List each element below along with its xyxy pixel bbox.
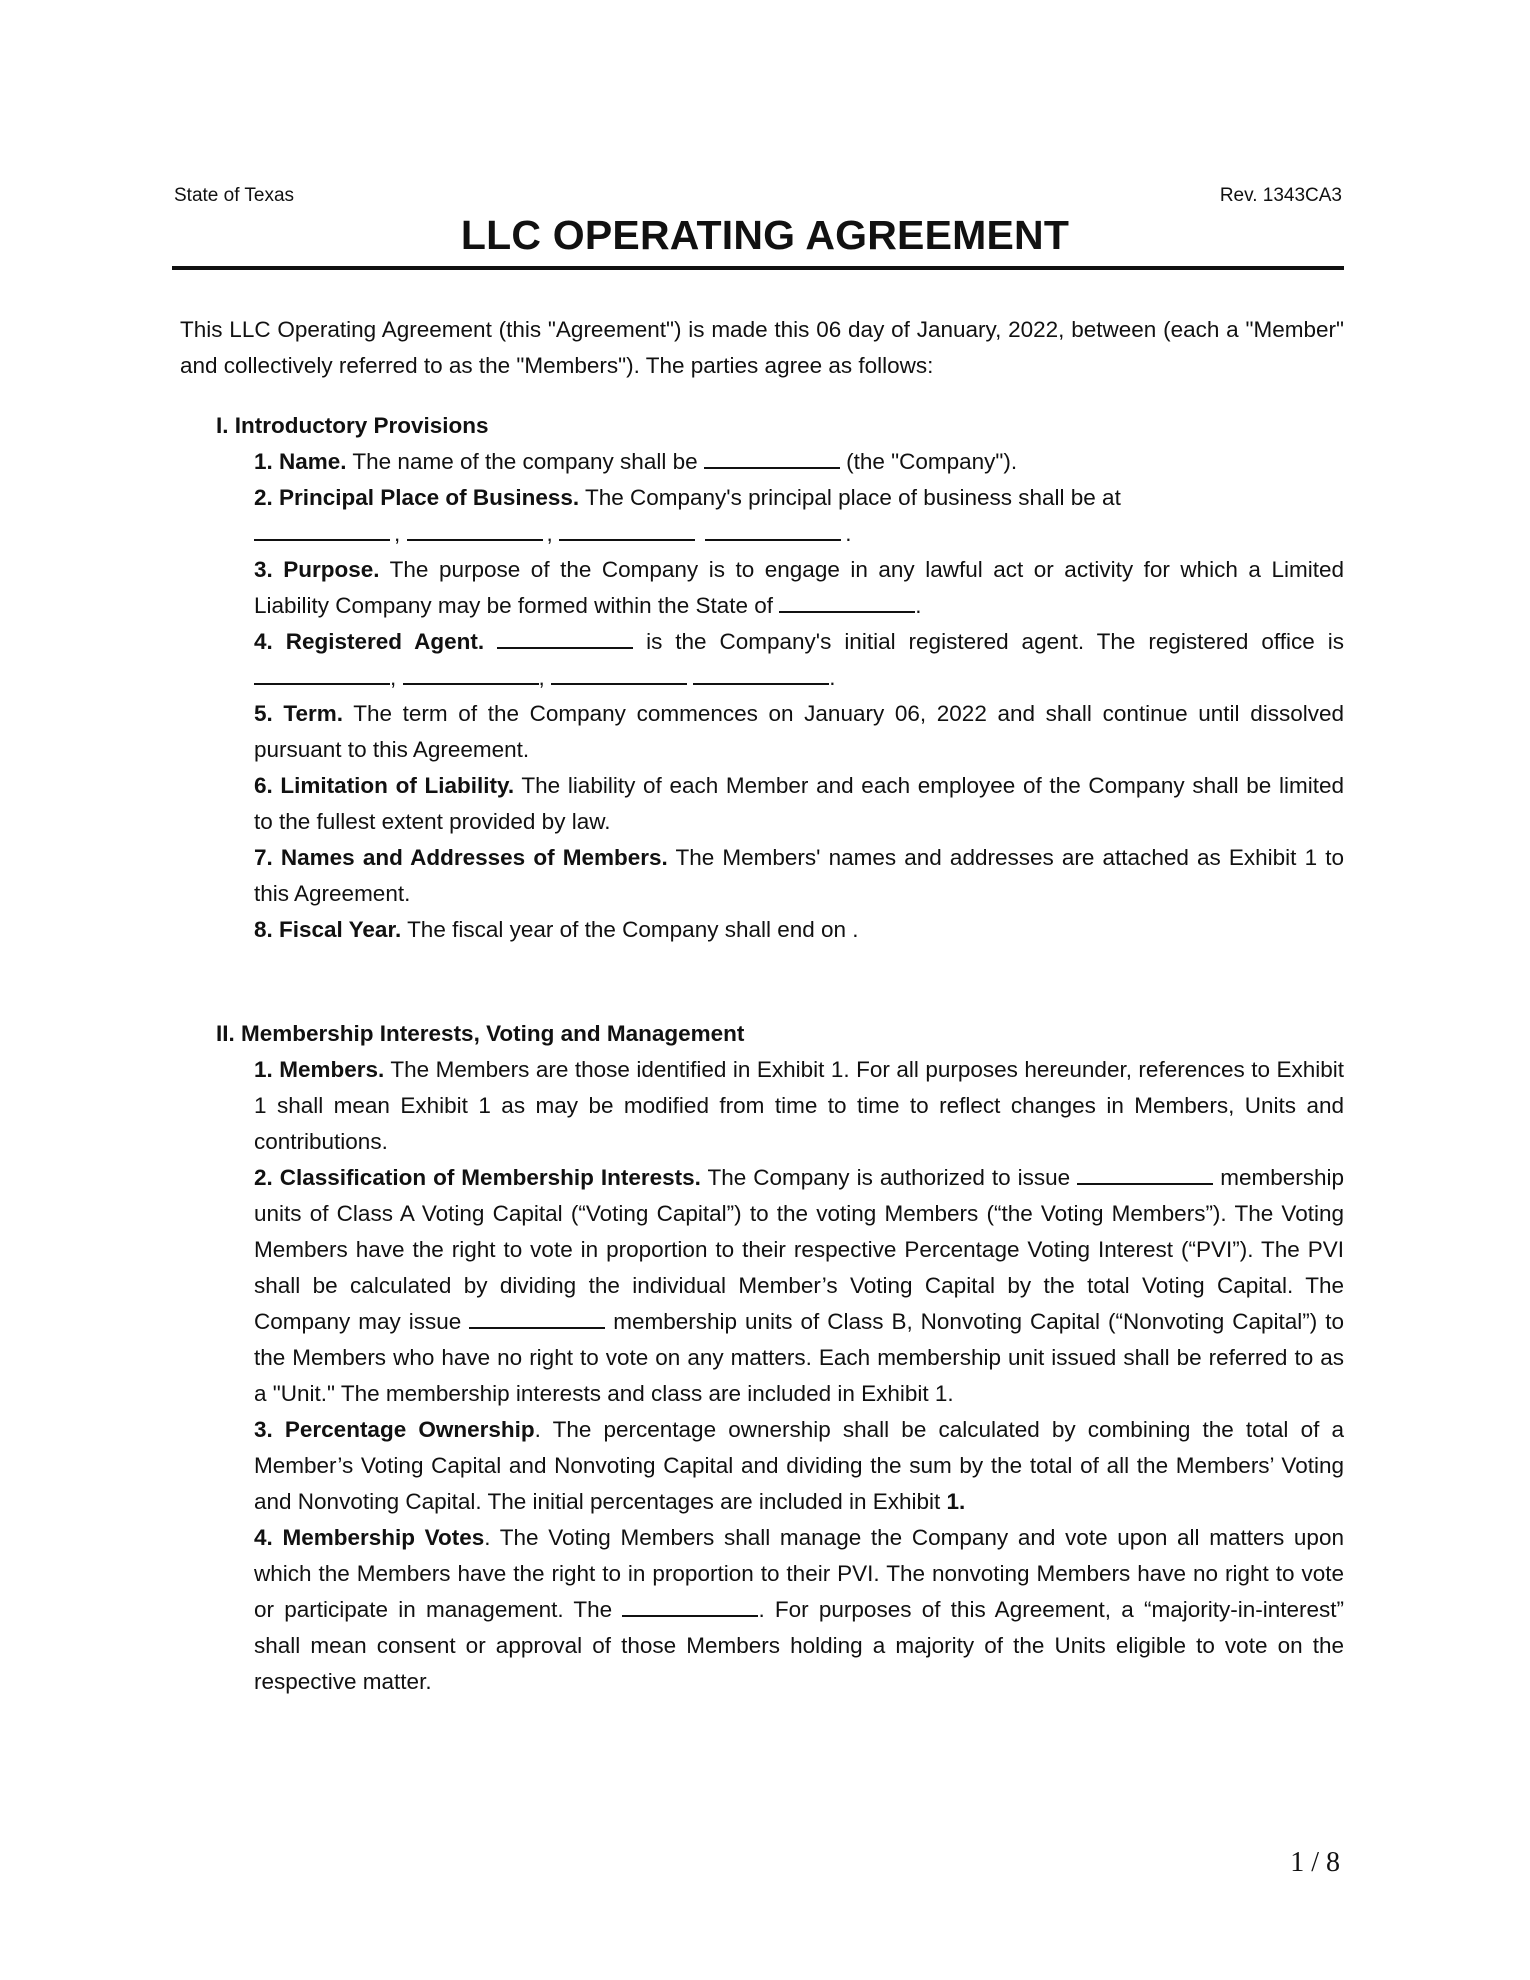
clause-label: 4. Registered Agent. xyxy=(254,629,485,654)
clause-text: The Members are those identified in Exhibit 1. For all purposes hereunder, references to Exhibit 1 shall mean Exhibit 1 as may be modified from time to time to reflect changes in Members, Units and contributions. xyxy=(254,1057,1344,1154)
clause-members-addresses xyxy=(254,840,1344,912)
clause-term xyxy=(254,696,1344,768)
clause-text: membership units of Class A Voting Capital (“Voting Capital”) to the voting Members (“the Voting Members”). The Voting Members have the right to vote in proportion to their respective Percentage Voting Interest (“PVI”). The PVI shall be calculated by dividing the individual Member’s Voting Capital by the total Voting Capital. The Company may issue xyxy=(254,1165,1345,1334)
clause-text: The purpose of the Company is to engage in any lawful act or activity for which a Limited Liability Company may be formed within the State of xyxy=(254,557,1344,618)
clause-members xyxy=(254,1052,1344,1160)
blank-field xyxy=(407,517,543,541)
page-number: 1 / 8 xyxy=(1290,1847,1340,1878)
clause-label: 3. Purpose. xyxy=(254,557,380,582)
section-heading: I. Introductory Provisions xyxy=(216,413,489,438)
blank-field xyxy=(469,1305,605,1329)
address-blanks: , , . xyxy=(254,516,1344,552)
clause-text: (the "Company"). xyxy=(839,449,1018,474)
clause-label: 1. Name. xyxy=(254,449,347,474)
blank-field xyxy=(403,661,539,685)
clause-text: The Company is authorized to issue xyxy=(700,1165,1078,1190)
clause-text: . For purposes of this Agreement, a “majority-in-interest” shall mean consent or approval of those Members holding a majority of the Units eligible to vote on the respective matter. xyxy=(254,1597,1345,1694)
clause-text: membership units of Class B, Nonvoting Capital (“Nonvoting Capital”) to the Members who have no right to vote on any matters. Each membership unit issued shall be referred to as a "Unit." The membership interests and class are included in Exhibit 1. xyxy=(254,1309,1344,1406)
clause-text: The fiscal year of the Company shall end on . xyxy=(401,917,859,942)
blank-field xyxy=(497,625,633,649)
clause-label: 3. Percentage Ownership xyxy=(254,1417,535,1442)
clause-text: The Members' names and addresses are attached as Exhibit 1 to this Agreement. xyxy=(254,845,1344,906)
clause-membership-votes xyxy=(254,1520,1344,1700)
blank-field xyxy=(622,1593,758,1617)
clause-percentage-ownership xyxy=(254,1412,1344,1520)
clause-text: . The percentage ownership shall be calculated by combining the total of a Member’s Voting Capital and Nonvoting Capital and dividing the sum by the total of all the Members’ Voting and Nonvoting Capital. The initial percentages are included in Exhibit xyxy=(254,1417,1344,1514)
blank-field xyxy=(705,517,841,541)
clause-purpose xyxy=(254,552,1344,624)
clause-label: 1. Members. xyxy=(254,1057,385,1082)
blank-field xyxy=(704,445,840,469)
document-body xyxy=(180,312,1344,1700)
clause-text: . xyxy=(915,593,922,618)
clause-text: The liability of each Member and each employee of the Company shall be limited to the fullest extent provided by law. xyxy=(254,773,1344,834)
clause-name xyxy=(254,444,1344,480)
revision-label: Rev. 1343CA3 xyxy=(1219,185,1342,206)
clause-text: . The Voting Members shall manage the Company and vote upon all matters upon which the Members have the right to in proportion to their PVI. The nonvoting Members have no right to vote or participate in management. The xyxy=(254,1525,1344,1622)
blank-field xyxy=(254,517,390,541)
clause-label: 4. Membership Votes xyxy=(254,1525,485,1550)
clause-classification xyxy=(254,1160,1344,1412)
title-rule xyxy=(172,266,1344,270)
section-heading: II. Membership Interests, Voting and Management xyxy=(216,1021,745,1046)
clause-limitation xyxy=(254,768,1344,840)
blank-field xyxy=(1077,1161,1213,1185)
clause-label: 2. Classification of Membership Interests. xyxy=(254,1165,701,1190)
intro-paragraph: This LLC Operating Agreement (this "Agreement") is made this 06 day of January, 2022, between (each a "Member" and collectively referred to as the "Members"). The parties agree as follows: xyxy=(180,317,1344,378)
document-title: LLC OPERATING AGREEMENT xyxy=(460,212,1070,258)
clause-text-bold: 1. xyxy=(946,1489,966,1514)
clause-label: 5. Term. xyxy=(254,701,344,726)
blank-field xyxy=(779,589,915,613)
blank-field xyxy=(254,661,390,685)
state-label: State of Texas xyxy=(174,185,295,206)
clause-text: The name of the company shall be xyxy=(346,449,704,474)
blank-field xyxy=(559,517,695,541)
clause-fiscal-year xyxy=(254,912,1344,948)
clause-text: The Company's principal place of business shall be at xyxy=(579,485,1121,510)
blank-field xyxy=(551,661,687,685)
clause-registered-agent: 4. Registered Agent. is the Company's initial registered agent. The registered office is , , . xyxy=(254,624,1344,696)
clause-text: The term of the Company commences on January 06, 2022 and shall continue until dissolved pursuant to this Agreement. xyxy=(254,701,1344,762)
clause-principal-place xyxy=(254,480,1344,516)
clause-label: 6. Limitation of Liability. xyxy=(254,773,515,798)
clause-label: 7. Names and Addresses of Members. xyxy=(254,845,668,870)
clause-label: 2. Principal Place of Business. xyxy=(254,485,580,510)
clause-text: is the Company's initial registered agent. The registered office is xyxy=(633,629,1344,654)
blank-field xyxy=(693,661,829,685)
clause-label: 8. Fiscal Year. xyxy=(254,917,402,942)
